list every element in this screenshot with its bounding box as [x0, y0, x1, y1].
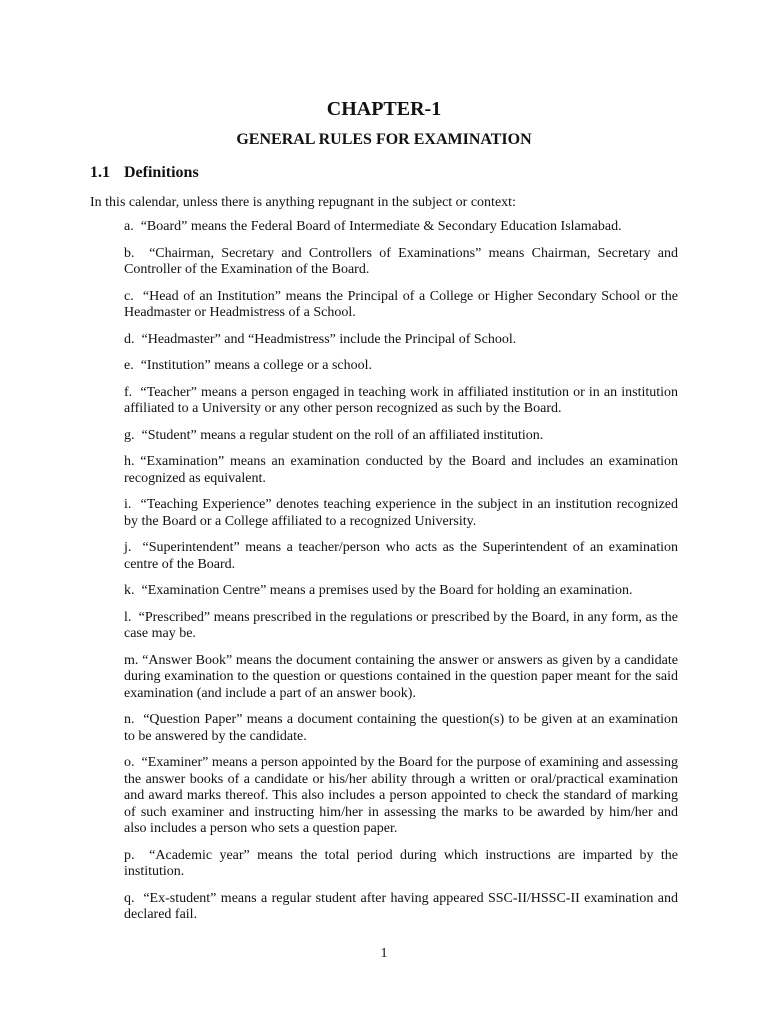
- definition-item: [124, 610, 678, 643]
- definition-letter: c.: [124, 288, 134, 304]
- definition-item: [124, 755, 678, 838]
- definition-text: “Headmaster” and “Headmistress” include the Principal of School.: [141, 331, 517, 347]
- definition-text: “Teacher” means a person engaged in teaching work in affiliated institution or in an institution affiliated to a University or any other person recognized as such by the Board.: [124, 384, 679, 416]
- definition-text: “Teaching Experience” denotes teaching experience in the subject in an institution recognized by the Board or a College affiliated to a recognized University.: [124, 497, 679, 529]
- definition-text: “Superintendent” means a teacher/person who acts as the Superintendent of an examination centre of the Board.: [124, 540, 679, 572]
- definition-text: “Answer Book” means the document containing the answer or answers as given by a candidate during examination to the question or questions contained in the question paper meant for the said examination (and include a part of an answer book).: [124, 652, 679, 701]
- definition-text: “Institution” means a college or a school.: [140, 358, 373, 373]
- definition-item: [124, 219, 678, 236]
- section-number: 1.1: [90, 164, 110, 181]
- definition-letter: m.: [124, 652, 139, 668]
- definition-item: [124, 583, 678, 600]
- chapter-subtitle: GENERAL RULES FOR EXAMINATION: [236, 131, 532, 148]
- definition-text: “Head of an Institution” means the Principal of a College or Higher Secondary School or the Headmaster or Headmistress of a School.: [124, 288, 678, 320]
- section-title: Definitions: [124, 164, 199, 181]
- definition-letter: l.: [124, 609, 132, 625]
- intro-paragraph: In this calendar, unless there is anything repugnant in the subject or context:: [90, 195, 516, 210]
- definition-item: [124, 358, 678, 375]
- definition-letter: o.: [124, 755, 135, 770]
- definition-item: [124, 454, 678, 487]
- definition-text: “Examiner” means a person appointed by the Board for the purpose of examining and assessing the answer books of a candidate or his/her ability through a written or oral/practical examination and award marks thereof. This also includes a person appointed to check the standard of marking of such examiner and instructing him/her in assessing the marks to be awarded by him/her and also includes a person who sets a question paper.: [124, 755, 679, 836]
- definition-item: [124, 848, 678, 881]
- definition-item: [124, 289, 678, 322]
- definition-letter: n.: [124, 712, 135, 727]
- definition-item: [124, 497, 678, 530]
- definition-item: [124, 246, 678, 279]
- definition-letter: k.: [124, 583, 135, 598]
- page-number: 1: [380, 946, 388, 961]
- definition-letter: j.: [124, 540, 132, 555]
- definition-letter: p.: [124, 847, 135, 863]
- definition-item: [124, 540, 678, 573]
- section-heading: [90, 163, 199, 183]
- definition-letter: e.: [124, 358, 134, 373]
- definition-item: [124, 712, 678, 745]
- definition-text: “Chairman, Secretary and Controllers of Examinations” means Chairman, Secretary and Controller of the Examination of the Board.: [124, 245, 679, 277]
- definition-text: “Examination” means an examination conducted by the Board and includes an examination recognized as equivalent.: [124, 454, 679, 486]
- definition-text: “Ex-student” means a regular student after having appeared SSC-II/HSSC-II examination and declared fail.: [124, 890, 678, 922]
- definition-letter: d.: [124, 331, 135, 347]
- definitions-list: [124, 219, 678, 934]
- chapter-title: CHAPTER-1: [326, 98, 442, 120]
- definition-item: [124, 332, 678, 349]
- definition-item: [124, 891, 678, 924]
- definition-text: “Student” means a regular student on the roll of an affiliated institution.: [141, 427, 544, 443]
- definition-letter: a.: [124, 219, 134, 234]
- definition-letter: i.: [124, 497, 132, 512]
- definition-letter: g.: [124, 427, 135, 443]
- definition-text: “Academic year” means the total period during which instructions are imparted by the institution.: [124, 847, 678, 879]
- definition-item: [124, 653, 678, 703]
- definition-text: “Question Paper” means a document containing the question(s) to be given at an examination to be answered by the candidate.: [124, 712, 679, 744]
- definition-letter: h.: [124, 454, 135, 469]
- definition-item: [124, 385, 678, 418]
- definition-text: “Prescribed” means prescribed in the regulations or prescribed by the Board, in any form, as the case may be.: [124, 609, 679, 641]
- definition-letter: q.: [124, 890, 135, 906]
- definition-text: “Examination Centre” means a premises used by the Board for holding an examination.: [141, 583, 633, 598]
- definition-letter: b.: [124, 245, 135, 261]
- definition-letter: f.: [124, 384, 133, 400]
- definition-text: “Board” means the Federal Board of Intermediate & Secondary Education Islamabad.: [140, 219, 622, 234]
- definition-item: [124, 428, 678, 445]
